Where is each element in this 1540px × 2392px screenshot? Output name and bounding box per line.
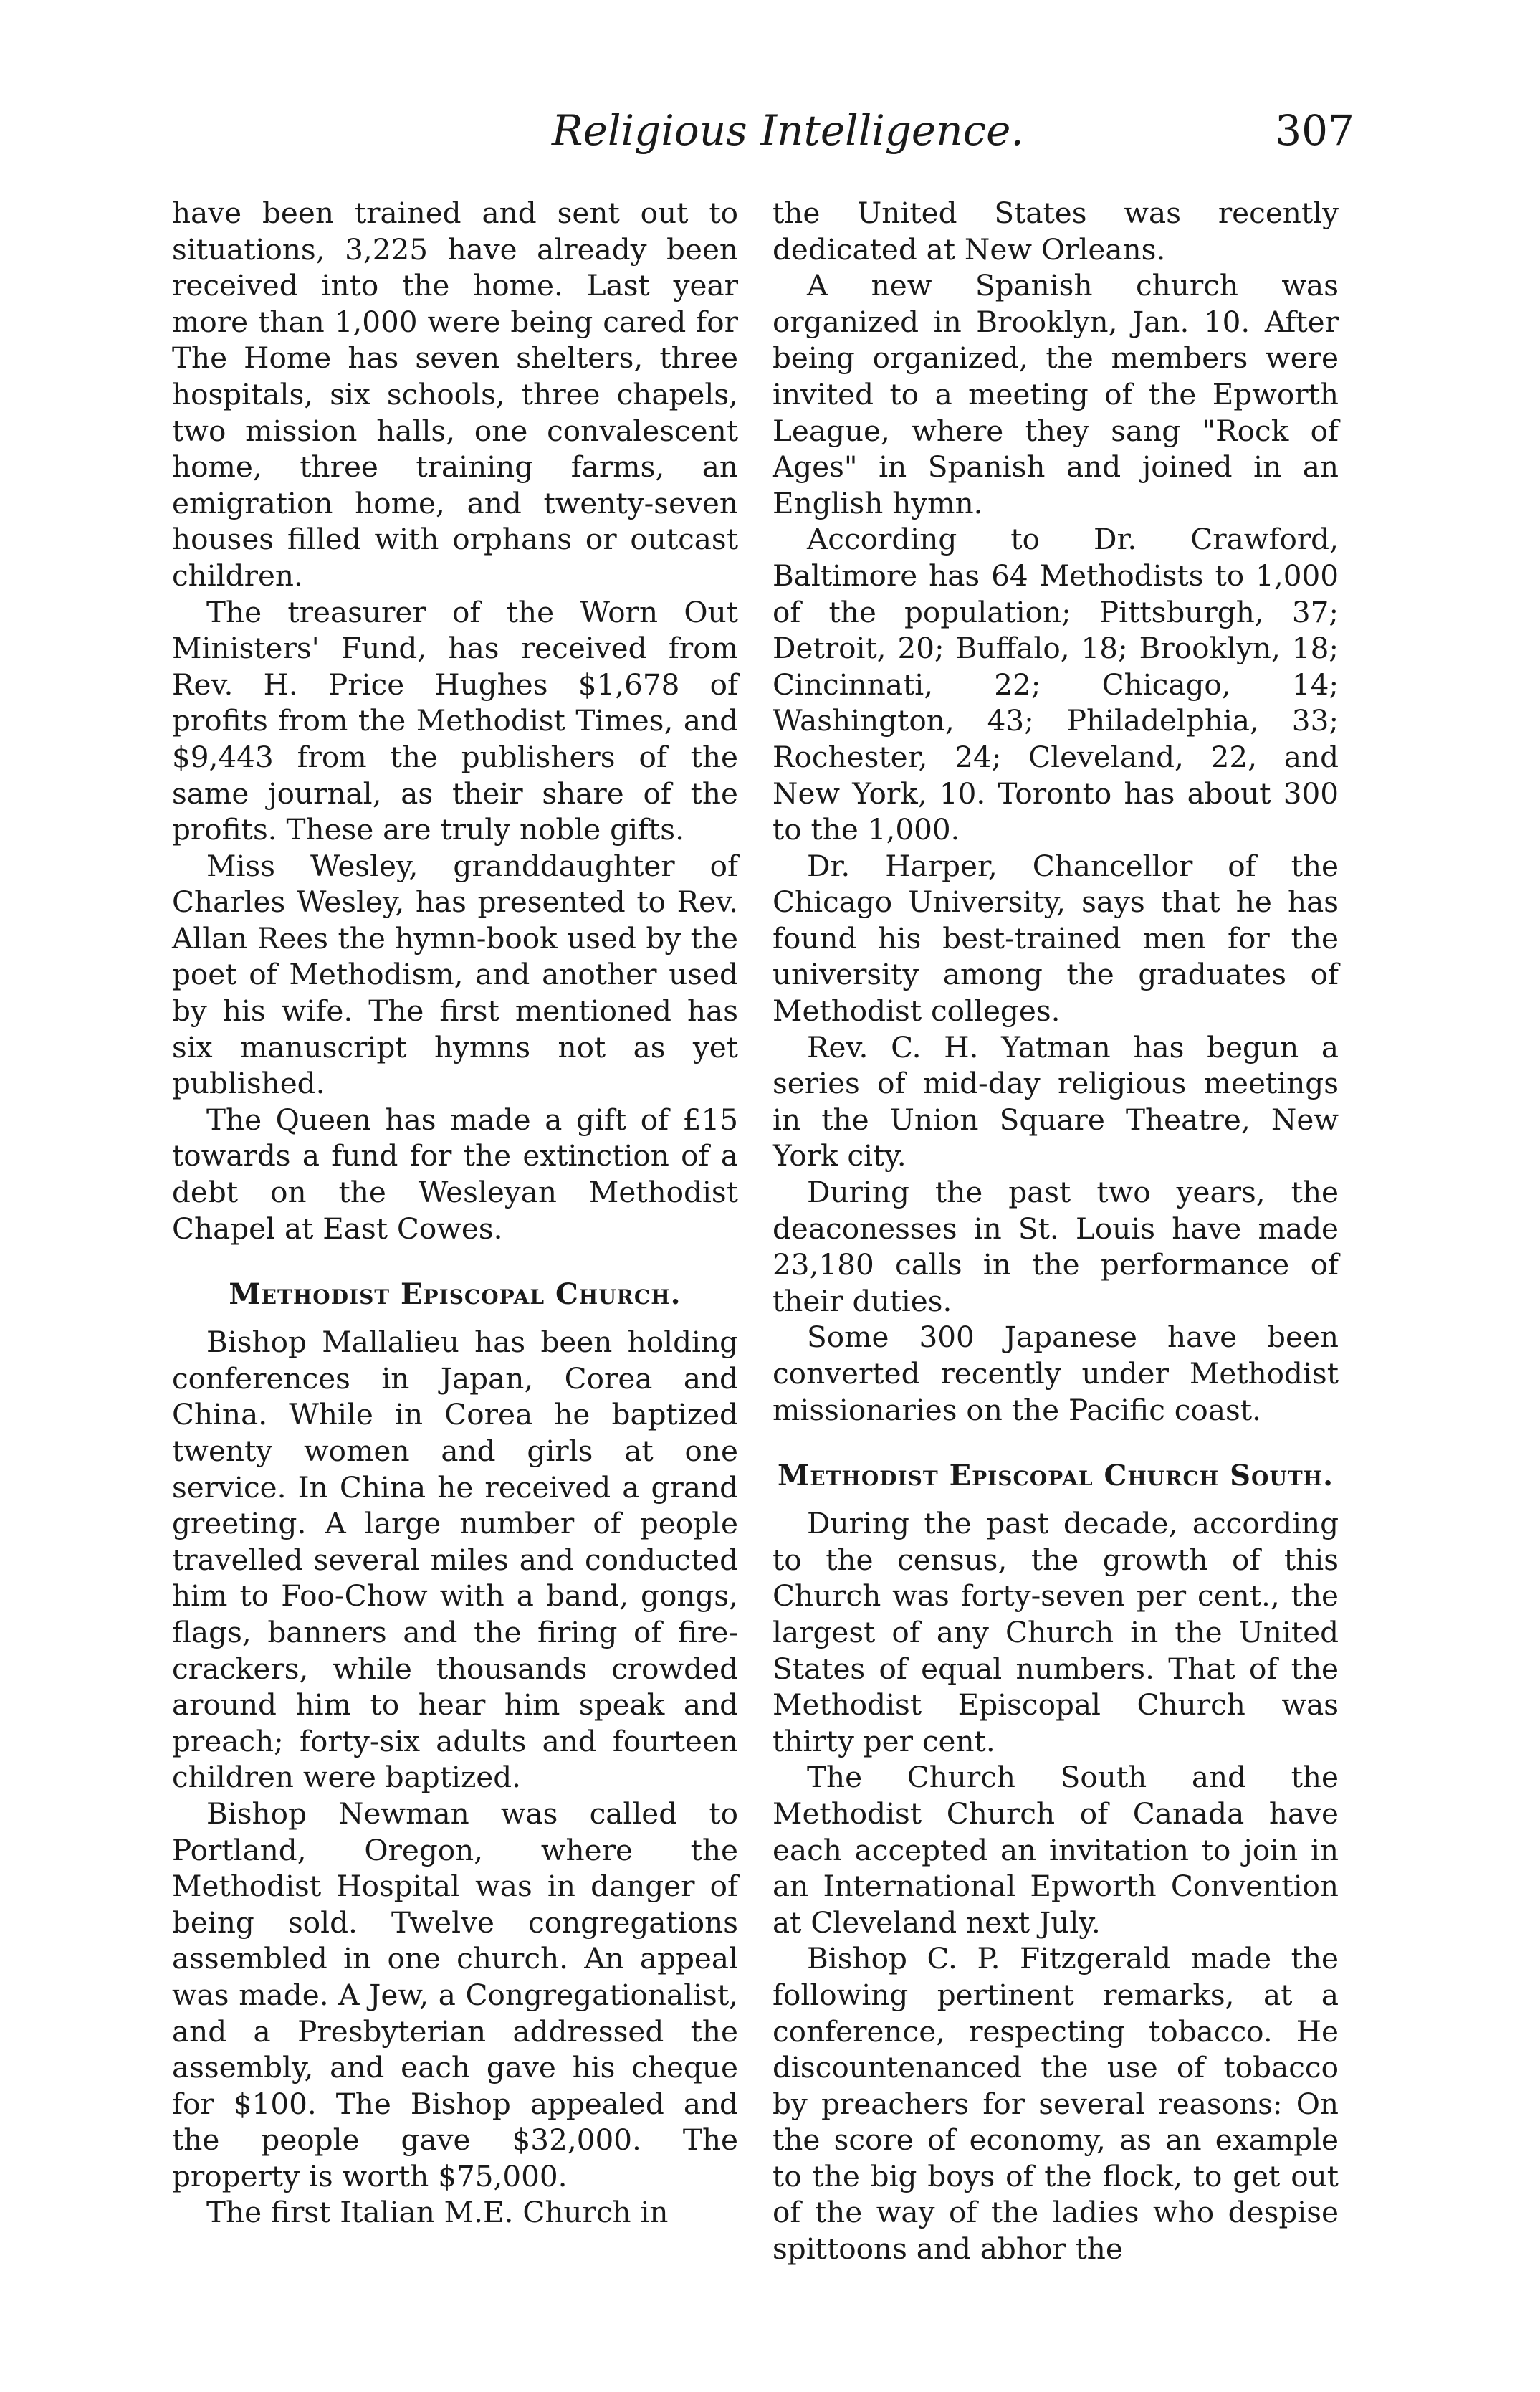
paragraph: A new Spanish church was organized in Brooklyn, Jan. 10. After being organized, the members were invited to a meeting of the Epworth League, where they sang "Rock of Ages" in Spanish and joined in an English hymn. <box>773 268 1339 520</box>
paragraph: According to Dr. Crawford, Baltimore has 64 Methodists to 1,000 of the population; Pittsburgh, 37; Detroit, 20; Buffalo, 18; Brooklyn, 18; Cincinnati, 22; Chicago, 14; Washington, 43; Philadelphia, 33; Rochester, 24; Cleveland, 22, and New York, 10. Toronto has about 300 to the 1,000. <box>773 522 1339 847</box>
running-header <box>552 106 1354 163</box>
page-number: 307 <box>1275 106 1354 155</box>
paragraph: Rev. C. H. Yatman has begun a series of mid-day religious meetings in the Union Square Theatre, New York city. <box>773 1029 1339 1173</box>
left-column <box>172 195 738 2231</box>
section-heading: Methodist Episcopal Church. <box>229 1277 681 1312</box>
paragraph: During the past two years, the deaconesses in St. Louis have made 23,180 calls in the performance of their duties. <box>773 1175 1339 1318</box>
right-column <box>773 195 1339 2267</box>
paragraph: The treasurer of the Worn Out Ministers' Fund, has received from Rev. H. Price Hughes $1,678 of profits from the Methodist Times, and $9,443 from the publishers of the same journal, as their share of the profits. These are truly noble gifts. <box>172 594 738 847</box>
paragraph: The Church South and the Methodist Church of Canada have each accepted an invitation to join in an International Epworth Convention at Cleveland next July. <box>773 1760 1339 1940</box>
paragraph: Bishop Newman was called to Portland, Oregon, where the Methodist Hospital was in danger of being sold. Twelve congregations assembled in one church. An appeal was made. A Jew, a Congregationalist, and a Presbyterian addressed the assembly, and each gave his cheque for $100. The Bishop appealed and the people gave $32,000. The property is worth $75,000. <box>172 1796 738 2193</box>
paragraph: The Queen has made a gift of £15 towards a fund for the extinction of a debt on the Wesleyan Methodist Chapel at East Cowes. <box>172 1102 738 1246</box>
paragraph: Dr. Harper, Chancellor of the Chicago University, says that he has found his best-trained men for the university among the graduates of Methodist colleges. <box>773 848 1339 1029</box>
paragraph: the United States was recently dedicated at New Orleans. <box>773 196 1339 267</box>
running-title: Religious Intelligence. <box>552 106 1024 155</box>
paragraph: The first Italian M.E. Church in <box>206 2195 669 2230</box>
paragraph: Miss Wesley, granddaughter of Charles Wesley, has presented to Rev. Allan Rees the hymn-book used by the poet of Methodism, and another used by his wife. The first mentioned has six manuscript hymns not as yet published. <box>172 848 738 1101</box>
paragraph: have been trained and sent out to situations, 3,225 have already been received into the home. Last year more than 1,000 were being cared for The Home has seven shelters, three hospitals, six schools, three chapels, two mission halls, one convalescent home, three training farms, an emigration home, and twenty-seven houses filled with orphans or outcast children. <box>172 196 738 593</box>
section-heading: Methodist Episcopal Church South. <box>777 1459 1334 1493</box>
paragraph: During the past decade, according to the census, the growth of this Church was forty-seven per cent., the largest of any Church in the United States of equal numbers. That of the Methodist Episcopal Church was thirty per cent. <box>773 1506 1339 1758</box>
paragraph: Some 300 Japanese have been converted recently under Methodist missionaries on the Pacific coast. <box>773 1320 1339 1427</box>
paragraph: Bishop Mallalieu has been holding conferences in Japan, Corea and China. While in Corea he baptized twenty women and girls at one service. In China he received a grand greeting. A large number of people travelled several miles and conducted him to Foo-Chow with a band, gongs, flags, banners and the firing of fire-crackers, while thousands crowded around him to hear him speak and preach; forty-six adults and fourteen children were baptized. <box>172 1325 738 1795</box>
paragraph: Bishop C. P. Fitzgerald made the following pertinent remarks, at a conference, respecting tobacco. He discountenanced the use of tobacco by preachers for several reasons: On the score of economy, as an example to the big boys of the flock, to get out of the way of the ladies who despise spittoons and abhor the <box>773 1941 1339 2267</box>
